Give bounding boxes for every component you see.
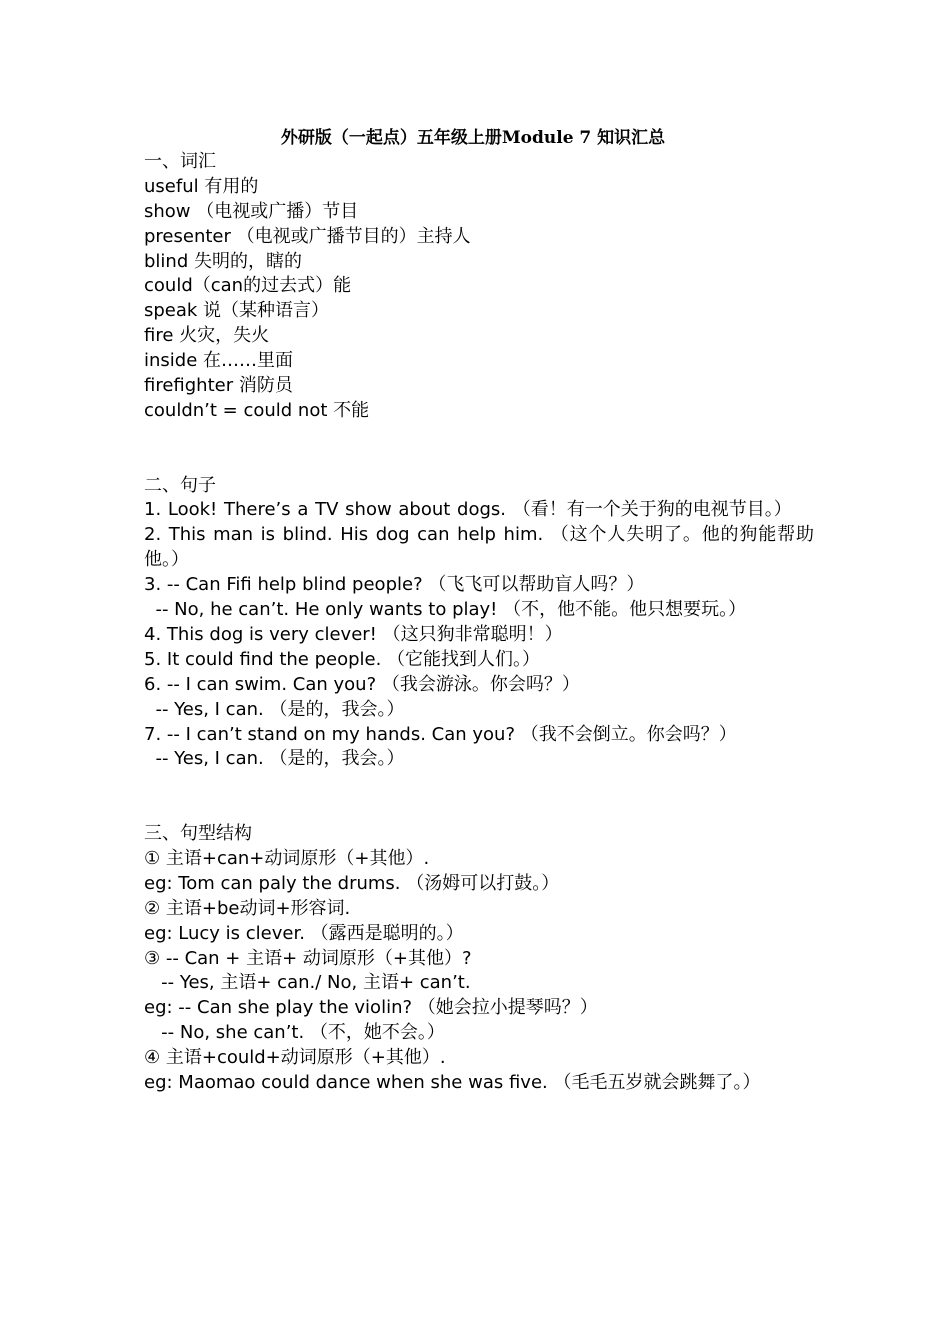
- structure-example: eg: Maomao could dance when she was five. （毛毛五岁就会跳舞了。）: [144, 1072, 761, 1094]
- structure-line: ② 主语+be动词+形容词.: [144, 897, 351, 919]
- structure-example: eg: -- Can she play the violin? （她会拉小提琴吗？）: [144, 997, 598, 1019]
- vocab-item: useful 有用的: [144, 175, 259, 197]
- vocab-item: fire 火灾，失火: [144, 325, 270, 347]
- sentence-item: 5. It could find the people. （它能找到人们。）: [144, 648, 541, 670]
- vocab-item: speak 说（某种语言）: [144, 300, 330, 322]
- structure-example: -- No, she can’t. （不，她不会。）: [144, 1022, 445, 1044]
- sentence-item: 7. -- I can’t stand on my hands. Can you? （我不会倒立。你会吗？）: [144, 723, 737, 745]
- vocab-item: could（can的过去式）能: [144, 275, 352, 297]
- structure-example: eg: Lucy is clever. （露西是聪明的。）: [144, 922, 464, 944]
- sentence-reply: -- Yes, I can. （是的，我会。）: [144, 698, 405, 720]
- vocab-item: firefighter 消防员: [144, 375, 293, 397]
- sentences-section: [144, 474, 814, 773]
- vocab-item: presenter （电视或广播节目的）主持人: [144, 225, 471, 247]
- document-title: 外研版（一起点）五年级上册Module 7 知识汇总: [280, 128, 666, 148]
- vocab-item: couldn’t = could not 不能: [144, 399, 370, 421]
- sentence-item: 2. This man is blind. His dog can help him. （这个人失明了。他的狗能帮助他。）: [144, 524, 814, 571]
- section-spacer: [144, 424, 814, 474]
- vocab-item: blind 失明的，瞎的: [144, 250, 302, 272]
- sentence-reply: -- No, he can’t. He only wants to play! （不，他不能。他只想要玩。）: [144, 599, 747, 621]
- structure-line: ④ 主语+could+动词原形（+其他）.: [144, 1047, 446, 1069]
- section-heading-sentences: 二、句子: [144, 474, 216, 496]
- sentence-reply: -- Yes, I can. （是的，我会。）: [144, 748, 405, 770]
- structure-example: eg: Tom can paly the drums. （汤姆可以打鼓。）: [144, 872, 560, 894]
- section-heading-structures: 三、句型结构: [144, 823, 252, 845]
- vocab-item: show （电视或广播）节目: [144, 200, 359, 222]
- sentence-item: 3. -- Can Fifi help blind people? （飞飞可以帮助盲人吗？）: [144, 574, 645, 596]
- structure-line: ③ -- Can + 主语+ 动词原形（+其他）?: [144, 947, 472, 969]
- sentence-item: 1. Look! There’s a TV show about dogs. （看！有一个关于狗的电视节目。）: [144, 499, 792, 521]
- section-heading-vocab: 一、词汇: [144, 151, 216, 172]
- section-spacer: [144, 772, 814, 822]
- structures-section: [144, 822, 814, 1096]
- vocab-section: [144, 150, 814, 424]
- sentence-item: 4. This dog is very clever! （这只狗非常聪明！）: [144, 623, 563, 645]
- structure-line: -- Yes, 主语+ can./ No, 主语+ can’t.: [144, 972, 471, 994]
- structure-line: ① 主语+can+动词原形（+其他）.: [144, 848, 430, 870]
- sentence-item: 6. -- I can swim. Can you? （我会游泳。你会吗？）: [144, 673, 580, 695]
- vocab-item: inside 在……里面: [144, 350, 294, 372]
- document-page: [144, 126, 814, 1096]
